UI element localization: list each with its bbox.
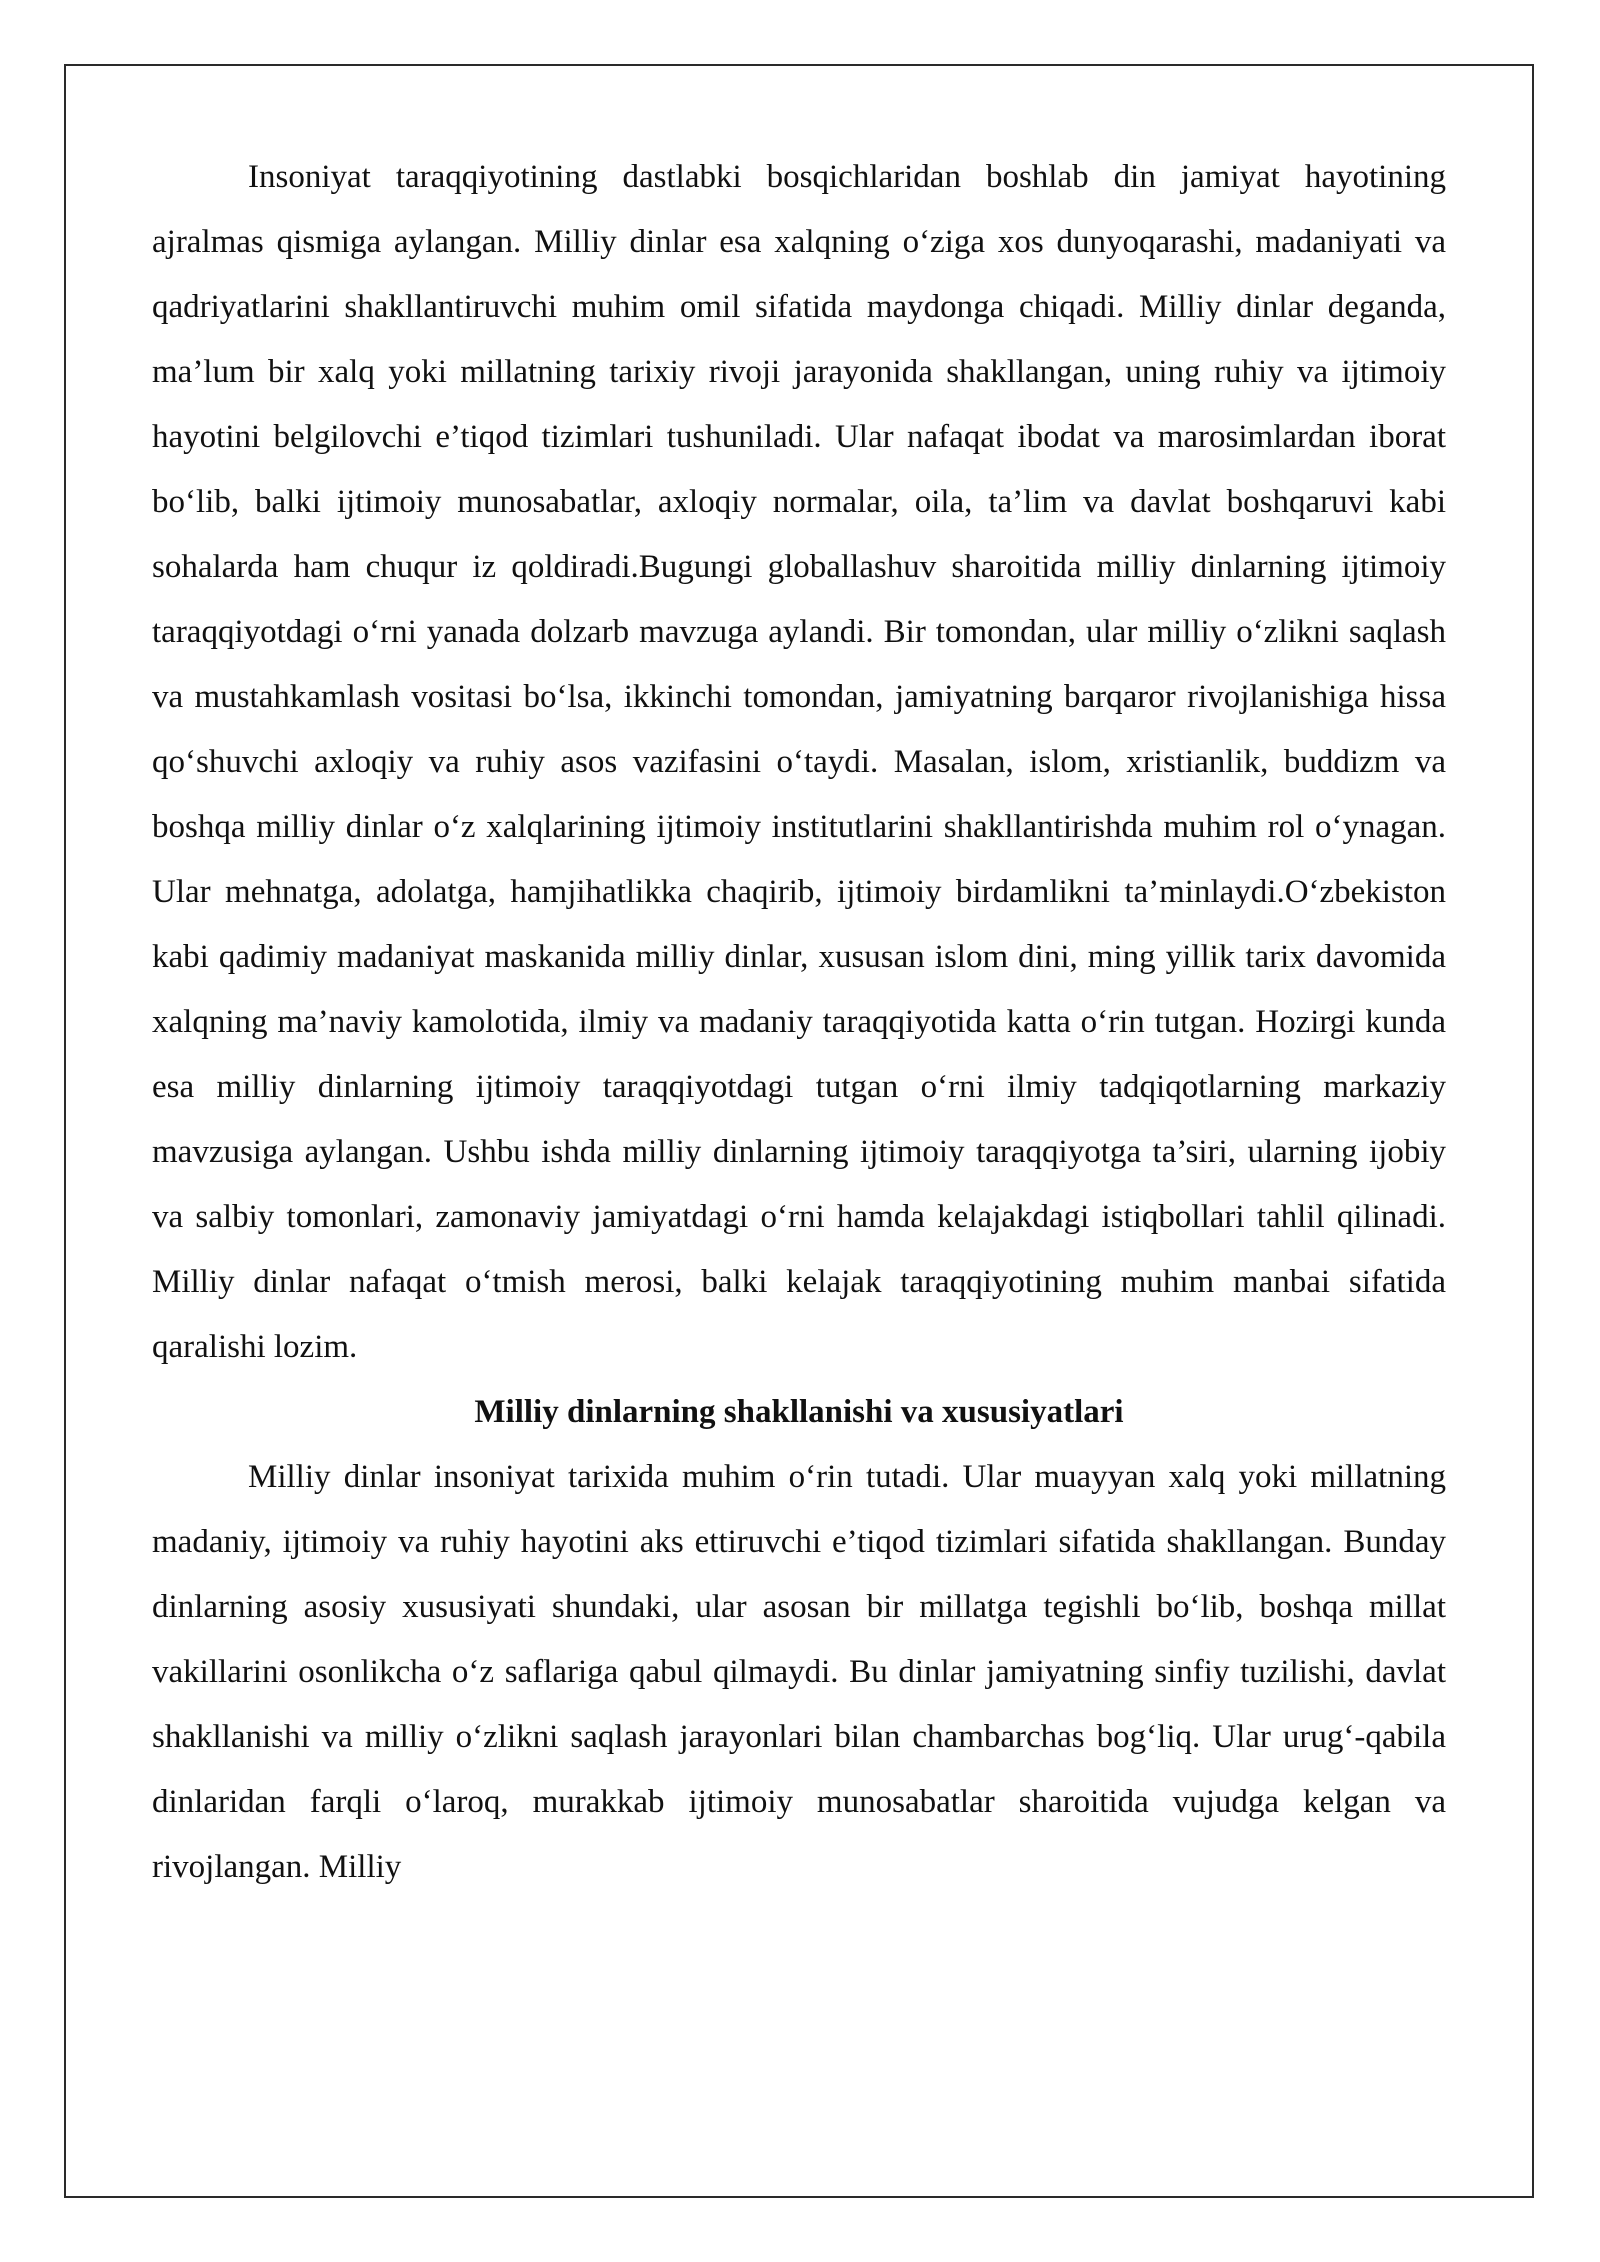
section-heading: Milliy dinlarning shakllanishi va xususiyatlari [474,1394,1124,1430]
document-body [152,145,1446,1900]
intro-paragraph: Insoniyat taraqqiyotining dastlabki bosqichlaridan boshlab din jamiyat hayotining ajralmas qismiga aylangan. Milliy dinlar esa xalqning o‘ziga xos dunyoqarashi, madaniyati va qadriyatlarini shakllantiruvchi muhim omil sifatida maydonga chiqadi. Milliy dinlar deganda, ma’lum bir xalq yoki millatning tarixiy rivoji jarayonida shakllangan, uning ruhiy va ijtimoiy hayotini belgilovchi e’tiqod tizimlari tushuniladi. Ular nafaqat ibodat va marosimlardan iborat bo‘lib, balki ijtimoiy munosabatlar, axloqiy normalar, oila, ta’lim va davlat boshqaruvi kabi sohalarda ham chuqur iz qoldiradi.Bugungi globallashuv sharoitida milliy dinlarning ijtimoiy taraqqiyotdagi o‘rni yanada dolzarb mavzuga aylandi. Bir tomondan, ular milliy o‘zlikni saqlash va mustahkamlash vositasi bo‘lsa, ikkinchi tomondan, jamiyatning barqaror rivojlanishiga hissa qo‘shuvchi axloqiy va ruhiy asos vazifasini o‘taydi. Masalan, islom, xristianlik, buddizm va boshqa milliy dinlar o‘z xalqlarining ijtimoiy institutlarini shakllantirishda muhim rol o‘ynagan. Ular mehnatga, adolatga, hamjihatlikka chaqirib, ijtimoiy birdamlikni ta’minlaydi.O‘zbekiston kabi qadimiy madaniyat maskanida milliy dinlar, xususan islom dini, ming yillik tarix davomida xalqning ma’naviy kamolotida, ilmiy va madaniy taraqqiyotida katta o‘rin tutgan. Hozirgi kunda esa milliy dinlarning ijtimoiy taraqqiyotdagi tutgan o‘rni ilmiy tadqiqotlarning markaziy mavzusiga aylangan. Ushbu ishda milliy dinlarning ijtimoiy taraqqiyotga ta’siri, ularning ijobiy va salbiy tomonlari, zamonaviy jamiyatdagi o‘rni hamda kelajakdagi istiqbollari tahlil qilinadi. Milliy dinlar nafaqat o‘tmish merosi, balki kelajak taraqqiyotining muhim manbai sifatida qaralishi lozim. [152,159,1446,1365]
section-paragraph: Milliy dinlar insoniyat tarixida muhim o‘rin tutadi. Ular muayyan xalq yoki millatning madaniy, ijtimoiy va ruhiy hayotini aks ettiruvchi e’tiqod tizimlari sifatida shakllangan. Bunday dinlarning asosiy xususiyati shundaki, ular asosan bir millatga tegishli bo‘lib, boshqa millat vakillarini osonlikcha o‘z saflariga qabul qilmaydi. Bu dinlar jamiyatning sinfiy tuzilishi, davlat shakllanishi va milliy o‘zlikni saqlash jarayonlari bilan chambarchas bog‘liq. Ular urug‘-qabila dinlaridan farqli o‘laroq, murakkab ijtimoiy munosabatlar sharoitida vujudga kelgan va rivojlangan. Milliy [152,1459,1446,1885]
